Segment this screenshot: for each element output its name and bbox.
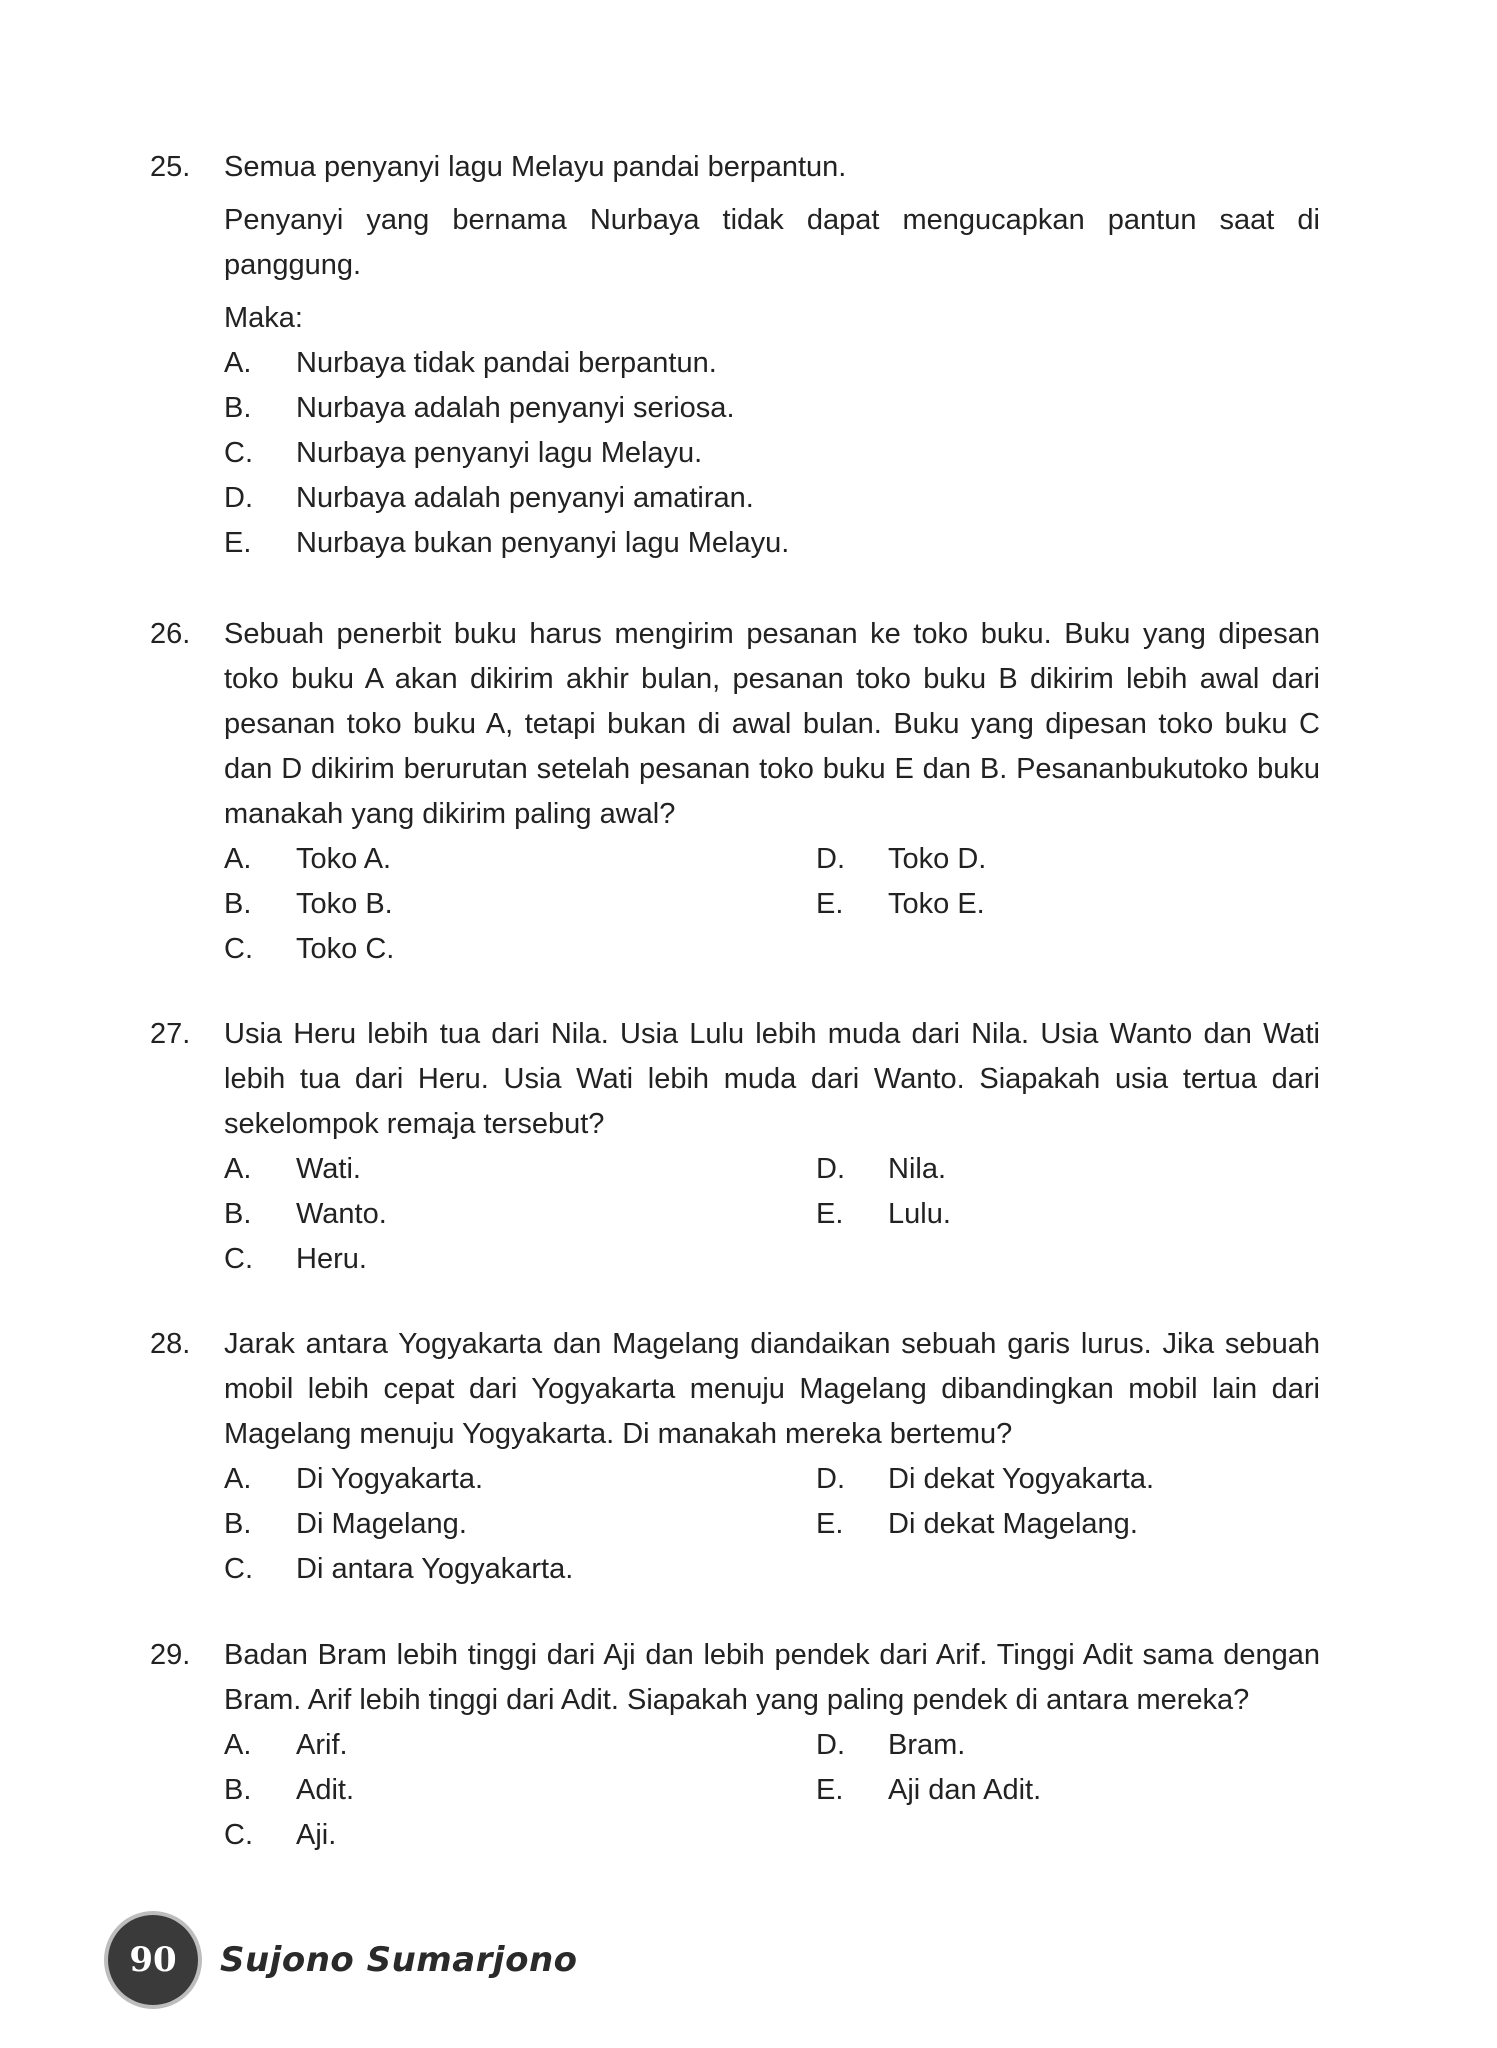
option-d xyxy=(224,476,1320,521)
option-text: Heru. xyxy=(296,1243,367,1275)
question-body xyxy=(224,612,1320,972)
option-e xyxy=(816,882,1320,927)
option-text: Nurbaya penyanyi lagu Melayu. xyxy=(296,437,703,469)
option-d xyxy=(816,1457,1320,1502)
question-stem: Sebuah penerbit buku harus mengirim pesanan ke toko buku. Buku yang dipesan toko buku A akan dikirim akhir bulan, pesanan toko buku B dikirim lebih awal dari pesanan toko buku A, tetapi bukan di awal bulan. Buku yang dipesan toko buku C dan D dikirim berurutan setelah pesanan toko buku E dan B. Pesananbukutoko buku manakah yang dikirim paling awal? xyxy=(224,618,1320,830)
options-list xyxy=(224,837,1320,972)
option-a xyxy=(224,837,816,882)
question-number: 27. xyxy=(150,1018,191,1050)
question-26 xyxy=(150,612,1320,972)
option-a xyxy=(224,1147,816,1192)
option-a xyxy=(224,1723,816,1768)
option-c xyxy=(224,927,816,972)
question-body xyxy=(224,1633,1320,1858)
option-text: Arif. xyxy=(296,1729,348,1761)
option-c xyxy=(224,1813,816,1858)
option-text: Nurbaya adalah penyanyi seriosa. xyxy=(296,392,735,424)
option-text: Lulu. xyxy=(888,1198,951,1230)
option-text: Toko D. xyxy=(888,843,987,875)
option-e xyxy=(816,1502,1320,1547)
question-28 xyxy=(150,1322,1320,1592)
option-text: Toko A. xyxy=(296,843,392,875)
option-text: Di Yogyakarta. xyxy=(296,1463,484,1495)
option-b xyxy=(224,882,816,927)
options-list xyxy=(224,1723,1320,1858)
question-number: 26. xyxy=(150,618,191,650)
page-number-badge xyxy=(108,1915,198,2005)
option-c xyxy=(224,1547,816,1592)
option-text: Di Magelang. xyxy=(296,1508,467,1540)
option-b xyxy=(224,386,1320,431)
option-letter: E. xyxy=(816,1198,844,1230)
question-body xyxy=(224,145,1320,566)
option-e xyxy=(816,1192,1320,1237)
option-letter: B. xyxy=(224,392,252,424)
option-letter: B. xyxy=(224,1508,252,1540)
option-b xyxy=(224,1768,816,1813)
question-body xyxy=(224,1322,1320,1592)
option-c xyxy=(224,1237,816,1282)
option-text: Wati. xyxy=(296,1153,361,1185)
option-c xyxy=(224,431,1320,476)
options-list xyxy=(224,341,1320,566)
option-letter: B. xyxy=(224,1774,252,1806)
option-letter: C. xyxy=(224,1243,253,1275)
option-text: Nila. xyxy=(888,1153,947,1185)
option-b xyxy=(224,1192,816,1237)
question-stem: Penyanyi yang bernama Nurbaya tidak dapat mengucapkan pantun saat di panggung. xyxy=(224,204,1320,281)
option-letter: A. xyxy=(224,1463,252,1495)
option-text: Toko C. xyxy=(296,933,395,965)
option-a xyxy=(224,341,1320,386)
question-stem: Semua penyanyi lagu Melayu pandai berpantun. xyxy=(224,151,847,183)
question-number: 25. xyxy=(150,151,191,183)
option-text: Aji dan Adit. xyxy=(888,1774,1042,1806)
option-text: Nurbaya bukan penyanyi lagu Melayu. xyxy=(296,527,790,559)
option-text: Aji. xyxy=(296,1819,337,1851)
option-letter: E. xyxy=(816,888,844,920)
question-stem: Jarak antara Yogyakarta dan Magelang diandaikan sebuah garis lurus. Jika sebuah mobil lebih cepat dari Yogyakarta menuju Magelang dibandingkan mobil lain dari Magelang menuju Yogyakarta. Di manakah mereka bertemu? xyxy=(224,1328,1320,1450)
option-letter: A. xyxy=(224,347,252,379)
option-text: Toko E. xyxy=(888,888,985,920)
option-b xyxy=(224,1502,816,1547)
option-letter: A. xyxy=(224,1153,252,1185)
question-27 xyxy=(150,1012,1320,1282)
question-stem: Usia Heru lebih tua dari Nila. Usia Lulu lebih muda dari Nila. Usia Wanto dan Wati lebih tua dari Heru. Usia Wati lebih muda dari Wanto. Siapakah usia tertua dari sekelompok remaja tersebut? xyxy=(224,1018,1320,1140)
option-text: Toko B. xyxy=(296,888,393,920)
option-letter: A. xyxy=(224,1729,252,1761)
option-a xyxy=(224,1457,816,1502)
question-29 xyxy=(150,1633,1320,1858)
option-letter: A. xyxy=(224,843,252,875)
option-d xyxy=(816,1147,1320,1192)
option-text: Nurbaya tidak pandai berpantun. xyxy=(296,347,717,379)
option-letter: E. xyxy=(224,527,252,559)
option-text: Di dekat Yogyakarta. xyxy=(888,1463,1155,1495)
option-letter: B. xyxy=(224,888,252,920)
author-name: Sujono Sumarjono xyxy=(220,1940,578,1980)
option-d xyxy=(816,837,1320,882)
option-letter: C. xyxy=(224,933,253,965)
question-stem: Maka: xyxy=(224,302,303,334)
option-text: Adit. xyxy=(296,1774,355,1806)
question-stem: Badan Bram lebih tinggi dari Aji dan lebih pendek dari Arif. Tinggi Adit sama dengan Bram. Arif lebih tinggi dari Adit. Siapakah yang paling pendek di antara mereka? xyxy=(224,1639,1320,1716)
page-footer xyxy=(108,1915,578,2005)
option-e xyxy=(224,521,1320,566)
option-letter: D. xyxy=(816,843,845,875)
option-text: Wanto. xyxy=(296,1198,387,1230)
option-text: Di antara Yogyakarta. xyxy=(296,1553,574,1585)
question-body xyxy=(224,1012,1320,1282)
options-list xyxy=(224,1147,1320,1282)
option-d xyxy=(816,1723,1320,1768)
option-letter: E. xyxy=(816,1508,844,1540)
question-25 xyxy=(150,145,1320,566)
question-number: 28. xyxy=(150,1328,191,1360)
question-number: 29. xyxy=(150,1639,191,1671)
options-list xyxy=(224,1457,1320,1592)
option-letter: D. xyxy=(816,1153,845,1185)
option-e xyxy=(816,1768,1320,1813)
option-letter: B. xyxy=(224,1198,252,1230)
option-letter: E. xyxy=(816,1774,844,1806)
option-text: Di dekat Magelang. xyxy=(888,1508,1138,1540)
option-letter: C. xyxy=(224,1553,253,1585)
option-text: Nurbaya adalah penyanyi amatiran. xyxy=(296,482,754,514)
option-text: Bram. xyxy=(888,1729,966,1761)
page-number: 90 xyxy=(129,1940,177,1980)
option-letter: C. xyxy=(224,1819,253,1851)
option-letter: D. xyxy=(816,1729,845,1761)
option-letter: D. xyxy=(816,1463,845,1495)
option-letter: D. xyxy=(224,482,253,514)
option-letter: C. xyxy=(224,437,253,469)
